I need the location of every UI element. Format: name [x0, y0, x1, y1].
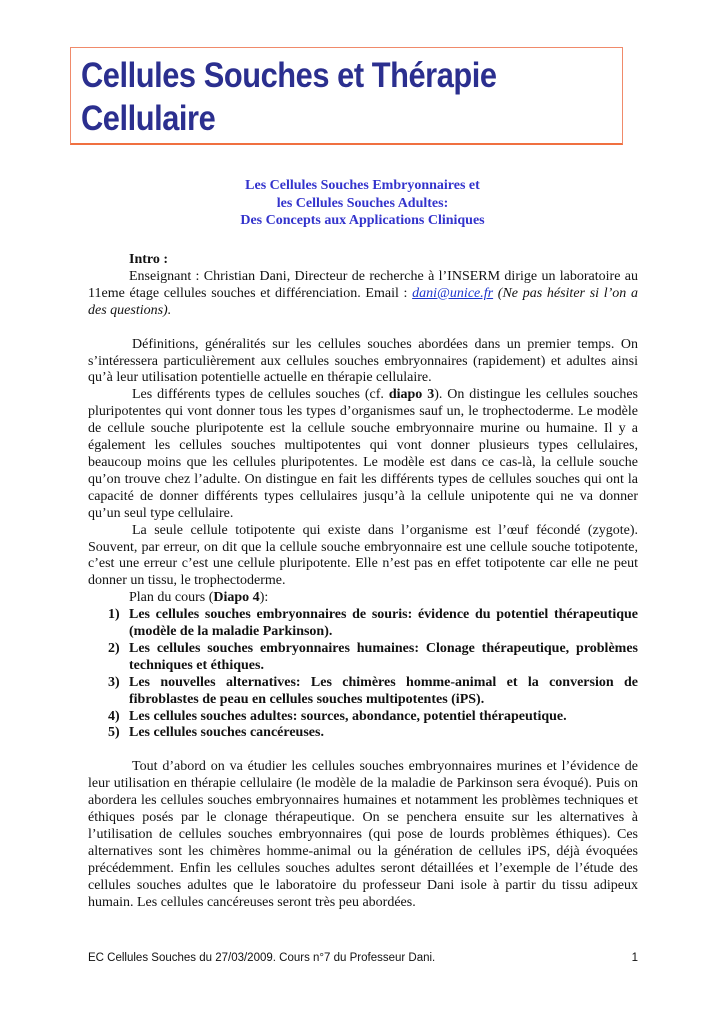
plan-item [88, 709, 638, 726]
email-link[interactable]: dani@unice.fr [412, 285, 494, 301]
plan-item-text: Les cellules souches embryonnaires de souris: évidence du potentiel thérapeutique (modèle de la maladie Parkinson). [129, 607, 638, 640]
plan-item-number: 3) [108, 674, 120, 690]
plan-text-after: ): [259, 590, 269, 606]
title-line-1: Cellules Souches et Thérapie [81, 56, 497, 95]
types-text-after: ). On distingue les cellules souches pluripotentes qui vont donner tous les types d’organismes sauf un, le trophectoderme. Le modèle de cellule souche pluripotente est la cellule souche embryonnaire murine ou humaine. Il y a également les cellules souches multipotentes qui vont donner plusieurs types cellulaires, beaucoup moins que les cellules pluripotentes. Le modèle est dans ce cas-là, la cellule souche qu’on trouve chez l’adulte. On distingue en fait les différents types de cellules souches qui ont la capacité de donner différents types cellulaires jusqu’à la cellule unipotente qui ne va donner qu’un seul type cellulaire. [88, 387, 638, 521]
document-body [88, 252, 638, 912]
types-text-before: Les différents types de cellules souches (cf. [132, 387, 389, 403]
plan-item [88, 607, 638, 641]
intro-paragraph [88, 269, 638, 320]
plan-item-number: 4) [108, 708, 120, 724]
plan-slide-ref: Diapo 4 [213, 590, 260, 606]
definitions-paragraph: Définitions, généralités sur les cellules souches abordées dans un premier temps. On s’intéressera particulièrement aux cellules souches embryonnaires (rapidement) et adultes ainsi qu’à leur utilisation potentielle actuelle en thérapie cellulaire. [88, 336, 638, 386]
plan-item [88, 725, 638, 742]
plan-item-text: Les nouvelles alternatives: Les chimères homme-animal et la conversion de fibroblastes de peau en cellules souches multipotentes (iPS). [129, 674, 638, 707]
footer-text: EC Cellules Souches du 27/03/2009. Cours n°7 du Professeur Dani. [88, 952, 436, 964]
title-line-2: Cellulaire [81, 99, 216, 138]
title-box [70, 47, 623, 145]
plan-item [88, 675, 638, 709]
intro-email-note: (Ne pas hésiter si l’on a des questions). [88, 285, 638, 318]
page-number: 1 [631, 952, 638, 964]
totipotent-paragraph: La seule cellule totipotente qui existe dans l’organisme est l’œuf fécondé (zygote). Souvent, par erreur, on dit que la cellule souche embryonnaire est une cellule souche totipotente, c’est une erreur c’est une cellule pluripotente. Elle n’est pas en effet totipotente car elle ne peut donner un tissu, le trophectoderme. [88, 522, 638, 589]
intro-heading: Intro : [129, 252, 169, 267]
plan-item-number: 2) [108, 640, 120, 656]
plan-item-text: Les cellules souches adultes: sources, abondance, potentiel thérapeutique. [129, 708, 567, 724]
page-footer [88, 952, 638, 964]
plan-item-text: Les cellules souches cancéreuses. [129, 725, 324, 741]
plan-heading [88, 590, 638, 607]
plan-text-before: Plan du cours ( [129, 590, 214, 606]
plan-item [88, 641, 638, 675]
intro-teacher-text: Enseignant : Christian Dani, Directeur de recherche à l’INSERM dirige un laboratoire au 11eme étage cellules souches et différenciation. Email : [88, 268, 638, 301]
subtitle-line-2: les Cellules Souches Adultes: [276, 195, 449, 211]
document-title [81, 54, 574, 140]
plan-list [88, 607, 638, 742]
plan-item-number: 5) [108, 725, 120, 741]
types-paragraph [88, 387, 638, 522]
subtitle-line-3: Des Concepts aux Applications Cliniques [240, 213, 485, 228]
plan-item-text: Les cellules souches embryonnaires humaines: Clonage thérapeutique, problèmes techniques et éthiques. [129, 640, 638, 673]
plan-item-number: 1) [108, 607, 120, 623]
types-slide-ref: diapo 3 [388, 387, 435, 403]
subtitle [0, 177, 725, 230]
summary-paragraph: Tout d’abord on va étudier les cellules souches embryonnaires murines et l’évidence de leur utilisation en thérapie cellulaire (le modèle de la maladie de Parkinson sera évoqué). Puis on abordera les cellules souches embryonnaires humaines et notamment les problèmes techniques et éthiques posés par le clonage thérapeutique. On se penchera ensuite sur les alternatives à l’utilisation de cellules souches embryonnaires (qui pose de lourds problèmes éthiques). Ces alternatives sont les chimères homme-animal ou la génération de cellules iPS, déjà évoquées précédemment. Enfin les cellules souches adultes seront détaillées et l’exemple de l’étude des cellules souches adultes que le laboratoire du professeur Dani isole à partir du tissu adipeux humain. Les cellules cancéreuses seront très peu abordées. [88, 759, 638, 910]
subtitle-line-1: Les Cellules Souches Embryonnaires et [245, 178, 480, 193]
